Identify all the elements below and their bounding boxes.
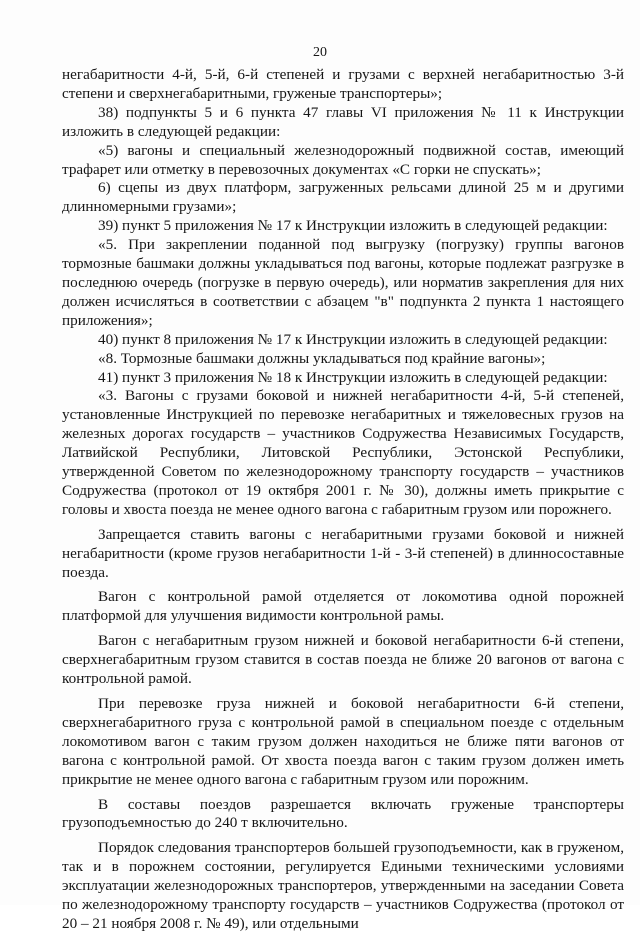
paragraph-procedure: Порядок следования транспортеров большей грузоподъемности, как в груженом, так и в порожнем состоянии, регулируется Едиными техническими условиями эксплуатации железнодорожных транспортеров, утвержденными на заседании Совета по железнодорожному транспорту государств – участников Содружества (протокол от 20 – 21 ноября 2008 г. № 49), или отдельными — [62, 839, 624, 932]
paragraph-continuation: негабаритности 4-й, 5-й, 6-й степеней и грузами с верхней негабаритностью 3-й степени и сверхнегабаритными, груженые транспортеры»; — [62, 66, 624, 102]
paragraph-prohibition: Запрещается ставить вагоны с негабаритными грузами боковой и нижней негабаритности (кроме грузов негабаритности 1-й - 3-й степеней) в длинносоставные поезда. — [62, 525, 624, 581]
paragraph-quote-5: «5. При закреплении поданной под выгрузку (погрузку) группы вагонов тормозные башмаки должны укладываться под вагоны, которые подлежат разгрузке в последнюю очередь (погрузке в первую очередь), или норматив закрепления для них должен исчисляться в соответствии с абзацем "в" подпункта 2 пункта 1 настоящего приложения»; — [62, 236, 624, 329]
paragraph-subitem-5: «5) вагоны и специальный железнодорожный подвижной состав, имеющий трафарет или отметку в перевозочных документах «С горки не спускать»; — [62, 141, 624, 178]
paragraph-oversize-6: Вагон с негабаритным грузом нижней и боковой негабаритности 6-й степени, сверхнегабаритным грузом ставится в состав поезда не ближе 20 вагонов от вагона с контрольной рамой. — [62, 632, 624, 688]
paragraph-item-38: 38) подпункты 5 и 6 пункта 47 главы VI приложения № 11 к Инструкции изложить в следующей редакции: — [62, 103, 624, 140]
paragraph-quote-3: «3. Вагоны с грузами боковой и нижней негабаритности 4-й, 5-й степеней, установленные Инструкцией по перевозке негабаритных и тяжеловесных грузов на железных дорогах государств – участников Содружества Независимых Государств, Латвийской Республики, Литовской Республики, Эстонской Республики, утвержденной Советом по железнодорожному транспорту государств – участников Содружества (протокол от 19 октября 2001 г. № 30), должны иметь прикрытие с головы и хвоста поезда не менее одного вагона с габаритным грузом или порожнего. — [62, 387, 624, 518]
document-body — [62, 66, 624, 934]
page-number: 20 — [313, 45, 327, 60]
paragraph-transporters: В составы поездов разрешается включать груженые транспортеры грузоподъемностью до 240 т включительно. — [62, 795, 624, 832]
paragraph-quote-8: «8. Тормозные башмаки должны укладываться под крайние вагоны»; — [98, 349, 546, 367]
paragraph-item-39: 39) пункт 5 приложения № 17 к Инструкции изложить в следующей редакции: — [98, 217, 608, 235]
paragraph-control-frame: Вагон с контрольной рамой отделяется от локомотива одной порожней платформой для улучшения видимости контрольной рамы. — [62, 588, 624, 625]
paragraph-special-train: При перевозке груза нижней и боковой негабаритности 6-й степени, сверхнегабаритного груза с контрольной рамой в специальном поезде с отдельным локомотивом вагон с таким грузом должен находиться не ближе пяти вагонов от вагона с контрольной рамой. От хвоста поезда вагон с таким грузом должен иметь прикрытие не менее одного вагона с габаритным грузом или порожним. — [62, 695, 624, 788]
paragraph-item-40: 40) пункт 8 приложения № 17 к Инструкции изложить в следующей редакции: — [98, 330, 608, 348]
paragraph-item-41: 41) пункт 3 приложения № 18 к Инструкции изложить в следующей редакции: — [98, 368, 608, 386]
paragraph-subitem-6: 6) сцепы из двух платформ, загруженных рельсами длиной 25 м и другими длинномерными грузами»; — [62, 179, 624, 216]
